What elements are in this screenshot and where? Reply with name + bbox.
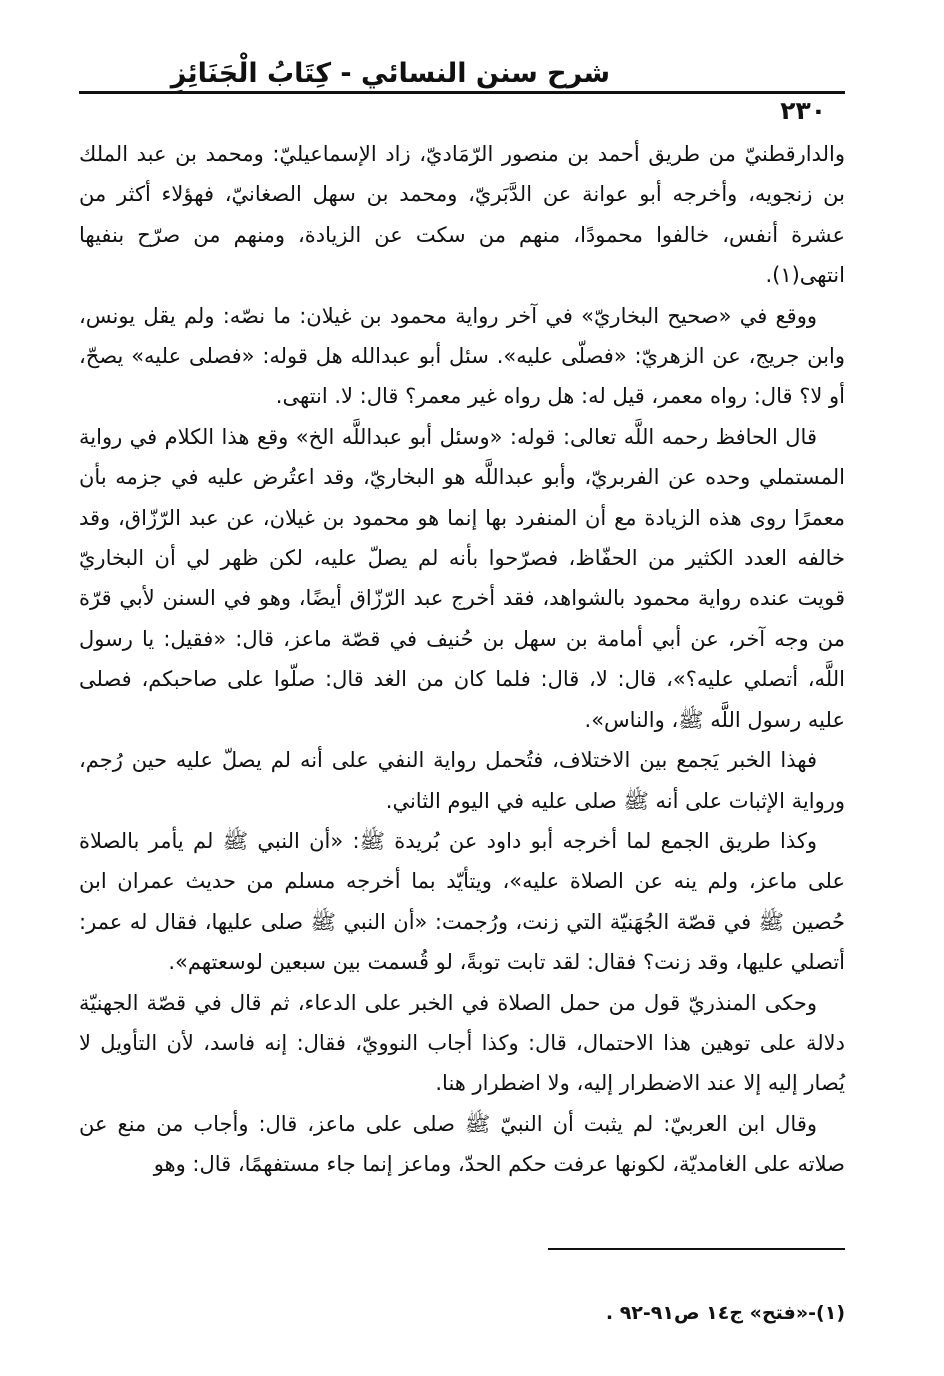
page-number: ٢٣٠ [780,96,826,125]
paragraph: قال الحافظ رحمه اللَّه تعالى: قوله: «وسئل أبو عبداللَّه الخ» وقع هذا الكلام في رواية المستملي وحده عن الفربريّ، وأبو عبداللَّه هو البخاريّ، وقد اعتُرض عليه في جزمه بأن معمرًا روى هذه الزيادة مع أن المنفرد بها إنما هو محمود بن غيلان، عن عبد الرّزّاق، وقد خالفه العدد الكثير من الحفّاظ، فصرّحوا بأنه لم يصلّ عليه، لكن ظهر لي أن البخاريّ قويت عنده رواية محمود بالشواهد، فقد أخرج عبد الرّزّاق أيضًا، وهو في السنن لأبي قرّة من وجه آخر، عن أبي أمامة بن سهل بن حُنيف في قصّة ماعز، قال: «فقيل: يا رسول اللَّه، أتصلي عليه؟»، قال: لا، قال: فلما كان من الغد قال: صلّوا على صاحبكم، فصلى عليه رسول اللَّه ﷺ، والناس». [79,424,845,732]
paragraph: وقال ابن العربيّ: لم يثبت أن النبيّ ﷺ صلى على ماعز، قال: وأجاب من منع عن صلاته على الغامديّة، لكونها عرفت حكم الحدّ، وماعز إنما جاء مستفهمًا، قال: وهو [79,1111,845,1177]
paragraph: فهذا الخبر يَجمع بين الاختلاف، فتُحمل رواية النفي على أنه لم يصلّ عليه حين رُجم، ورواية الإثبات على أنه ﷺ صلى عليه في اليوم الثاني. [79,748,845,813]
paragraph: وكذا طريق الجمع لما أخرجه أبو داود عن بُريدة ﷺ: «أن النبي ﷺ لم يأمر بالصلاة على ماعز، ولم ينه عن الصلاة عليه»، ويتأيّد بما أخرجه مسلم من حديث عمران ابن حُصين ﷺ في قصّة الجُهَنيّة التي زنت، ورُجمت: «أن النبي ﷺ صلى عليها، فقال له عمر: أتصلي عليها، وقد زنت؟ فقال: لقد تابت توبةً، لو قُسمت بين سبعين لوسعتهم». [79,828,845,975]
footnote: (١)-«فتح» ج١٤ ص٩١-٩٢ . [605,1302,845,1324]
footnote-rule [548,1248,845,1250]
paragraph: والدارقطنيّ من طريق أحمد بن منصور الرّمَاديّ، زاد الإسماعيليّ: ومحمد بن عبد الملك بن زنجويه، وأخرجه أبو عوانة عن الدَّبَريّ، ومحمد بن سهل الصغانيّ، فهؤلاء أكثر من عشرة أنفس، خالفوا محمودًا، منهم من سكت عن الزيادة، ومنهم من صرّح بنفيها انتهى(١). [79,142,845,288]
running-header-title: شرح سنن النسائي - كِتَابُ الْجَنَائِزِ [170,58,610,89]
body-text [79,134,845,1185]
paragraph: ووقع في «صحيح البخاريّ» في آخر رواية محمود بن غيلان: ما نصّه: ولم يقل يونس، وابن جريج، عن الزهريّ: «فصلّى عليه». سئل أبو عبدالله هل قوله: «فصلى عليه» يصحّ، أو لا؟ قال: رواه معمر، قيل له: هل رواه غير معمر؟ قال: لا. انتهى. [79,303,845,409]
paragraph: وحكى المنذريّ قول من حمل الصلاة في الخبر على الدعاء، ثم قال في قصّة الجهنيّة دلالة على توهين هذا الاحتمال، قال: وكذا أجاب النوويّ، فقال: إنه فاسد، لأن التأويل لا يُصار إليه إلا عند الاضطرار إليه، ولا اضطرار هنا. [79,990,845,1096]
header-rule [79,91,845,94]
